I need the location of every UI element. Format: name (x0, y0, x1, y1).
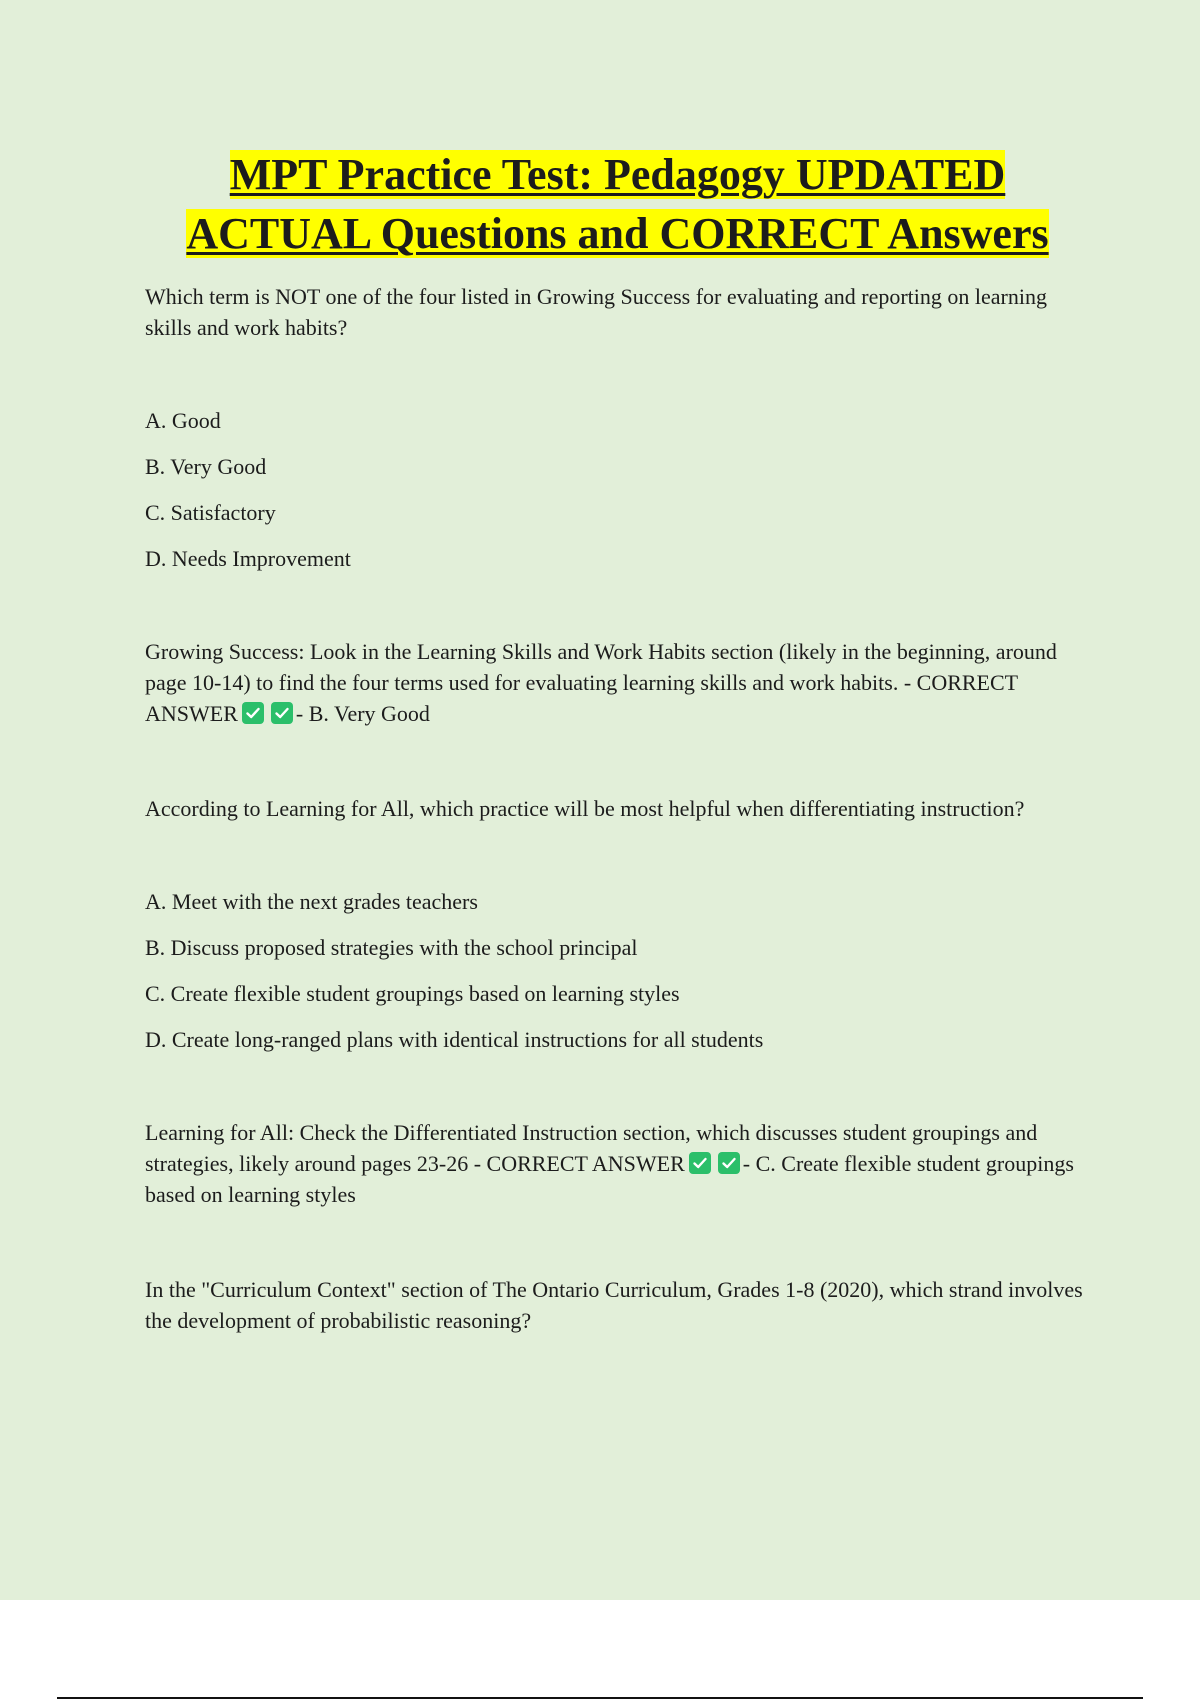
check-box-icon (689, 1152, 711, 1174)
question-2-text: According to Learning for All, which practice will be most helpful when differentiating instruction? (145, 796, 1025, 821)
question-1-option-c: C. Satisfactory (145, 500, 276, 525)
check-box-icon (718, 1152, 740, 1174)
footer-divider (57, 1697, 1143, 1699)
question-2-option-a: A. Meet with the next grades teachers (145, 889, 478, 914)
document-content (145, 145, 1090, 1336)
question-2-answer (145, 1117, 1090, 1210)
question-1-answer-lead: Growing Success: Look in the Learning Skills and Work Habits section (likely in the beginning, around page 10-14) to find the four terms used for evaluating learning skills and work habits. - CORRECT ANSWER (145, 639, 1057, 726)
check-box-icon (271, 702, 293, 724)
question-2-option-c: C. Create flexible student groupings based on learning styles (145, 981, 680, 1006)
check-box-icon (242, 702, 264, 724)
question-3-text: In the "Curriculum Context" section of The Ontario Curriculum, Grades 1-8 (2020), which strand involves the development of probabilistic reasoning? (145, 1277, 1083, 1333)
question-1-text: Which term is NOT one of the four listed in Growing Success for evaluating and reporting on learning skills and work habits? (145, 284, 1047, 340)
question-2-answer-value: - C. Create flexible student groupings based on learning styles (145, 1151, 1074, 1207)
question-2-option-d: D. Create long-ranged plans with identical instructions for all students (145, 1027, 764, 1052)
question-1-option-d: D. Needs Improvement (145, 546, 351, 571)
question-2-option-b: B. Discuss proposed strategies with the school principal (145, 935, 638, 960)
question-1-option-a: A. Good (145, 408, 221, 433)
question-1-answer-value: - B. Very Good (295, 701, 430, 726)
question-1-option-b: B. Very Good (145, 454, 267, 479)
question-2-answer-lead: Learning for All: Check the Differentiated Instruction section, which discusses student groupings and strategies, likely around pages 23-26 - CORRECT ANSWER (145, 1120, 1038, 1176)
document-title: MPT Practice Test: Pedagogy UPDATED ACTUAL Questions and CORRECT Answers (186, 150, 1049, 258)
question-1-answer (145, 636, 1090, 729)
